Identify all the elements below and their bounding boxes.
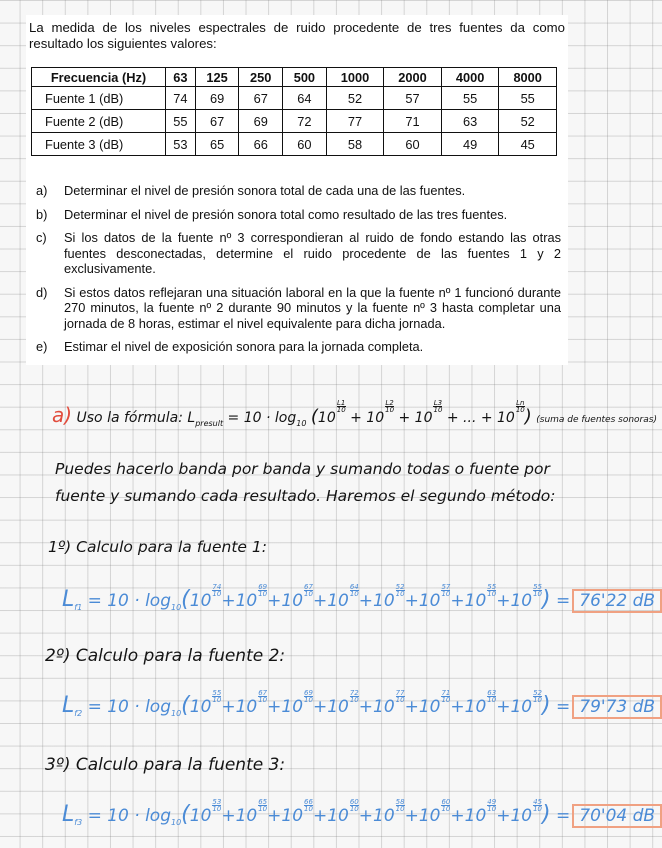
table-cell: 55 xyxy=(499,87,557,110)
question-text: Si estos datos reflejaran una situación laboral en la que la fuente nº 1 funcionó durante 270 minutos, la fuente nº 2 durante 90 minutos y la fuente nº 3 hasta completar una jornada de 8 horas, estimar el nivel equivalente para dicha jornada. xyxy=(64,284,561,331)
question-text: Determinar el nivel de presión sonora total como resultado de las tres fuentes. xyxy=(64,206,508,222)
result-box: 76'22 dB xyxy=(572,589,662,613)
formula-lhs-sub: presult xyxy=(195,419,224,428)
question-letter: b) xyxy=(36,206,48,222)
table-cell: 65 xyxy=(195,133,239,156)
question-text: Si los datos de la fuente nº 3 correspondieran al ruido de fondo estando las otras fuentes desconectadas, determine el ruido procedente de las fuentes 1 y 2 exclusivamente. xyxy=(64,230,561,276)
table-cell: 55 xyxy=(441,87,499,110)
table-row xyxy=(32,110,557,133)
row-label: Fuente 1 (dB) xyxy=(32,87,166,110)
formula-exponent: $\frac{L2}{10}$ xyxy=(385,399,395,414)
question-item xyxy=(36,207,561,223)
table-cell: 77 xyxy=(326,110,384,133)
question-list xyxy=(36,183,561,363)
question-text: Estimar el nivel de exposición sonora para la jornada completa. xyxy=(64,339,424,354)
row-label: Fuente 3 (dB) xyxy=(32,133,166,156)
table-cell: 58 xyxy=(326,133,384,156)
table-cell: 60 xyxy=(384,133,442,156)
question-item xyxy=(36,183,561,199)
question-item xyxy=(36,339,561,355)
freq-header: 2000 xyxy=(384,68,442,87)
freq-header: 125 xyxy=(195,68,239,87)
question-letter: e) xyxy=(36,339,48,354)
formula-note: (suma de fuentes sonoras) xyxy=(536,415,657,425)
table-cell: 74 xyxy=(166,87,196,110)
formula-lhs: L xyxy=(187,410,196,426)
formula-exponent: $\frac{L3}{10}$ xyxy=(433,399,443,414)
table-cell: 52 xyxy=(499,110,557,133)
table-cell: 60 xyxy=(283,133,327,156)
table-row xyxy=(32,87,557,110)
table-header-label: Frecuencia (Hz) xyxy=(32,68,166,87)
step-heading: 3º) Calculo para la fuente 3: xyxy=(45,755,286,775)
table-cell: 72 xyxy=(283,110,327,133)
freq-header: 8000 xyxy=(499,68,557,87)
result-box: 70'04 dB xyxy=(572,804,662,828)
table-header-row xyxy=(32,68,557,87)
question-letter: d) xyxy=(36,284,48,300)
problem-intro: La medida de los niveles espectrales de ruido procedente de tres fuentes da como resultado los siguientes valores: xyxy=(29,20,565,51)
freq-header: 63 xyxy=(166,68,196,87)
formula-exponent: $\frac{L1}{10}$ xyxy=(336,399,346,414)
part-label: a) xyxy=(52,403,73,427)
freq-header: 500 xyxy=(283,68,327,87)
formula-intro: Uso la fórmula: xyxy=(76,410,183,426)
freq-header: 1000 xyxy=(326,68,384,87)
result-box: 79'73 dB xyxy=(572,695,662,719)
freq-header: 4000 xyxy=(441,68,499,87)
table-cell: 63 xyxy=(441,110,499,133)
table-cell: 71 xyxy=(384,110,442,133)
step-heading: 2º) Calculo para la fuente 2: xyxy=(45,646,286,666)
table-cell: 49 xyxy=(441,133,499,156)
row-label: Fuente 2 (dB) xyxy=(32,110,166,133)
formula-ellipsis: + ... + xyxy=(446,410,493,426)
method-line-1: Puedes hacerlo banda por banda y sumando todas o fuente por xyxy=(55,460,550,478)
table-cell: 45 xyxy=(499,133,557,156)
table-row xyxy=(32,133,557,156)
table-cell: 57 xyxy=(384,87,442,110)
table-cell: 53 xyxy=(166,133,196,156)
table-cell: 69 xyxy=(195,87,239,110)
step-calculation: $L_{f3} = 10 \cdot \log_{10}(10$ $\frac{53}{10}$ +10 $\frac{65}{10}$ +10 $\frac{66}{10}$ +10 $\frac{60}{10}$ +10 $\frac{58}{10}$ +10 $\frac{60}{10}$ +10 $\frac{49}{10}$ +10 $\frac{45}{10}$ ) = 70'04 dB xyxy=(62,799,662,828)
formula-exponent: $\frac{Ln}{10}$ xyxy=(515,399,525,414)
formula-mid: = 10 · log xyxy=(227,410,297,426)
table-cell: 67 xyxy=(239,87,283,110)
table-cell: 52 xyxy=(326,87,384,110)
formula-line: a) Uso la fórmula: $L_{presult} = 10 \cdot \log_{10} (10$ $\frac{L1}{10}$ + 10 $\frac{L2}{10}$ + 10 $\frac{L3}{10}$ + ... + 10 $\frac{Ln}{10}$ ) (suma de fuentes sonoras) xyxy=(52,399,657,428)
frequency-table xyxy=(31,67,557,156)
table-cell: 69 xyxy=(239,110,283,133)
table-cell: 55 xyxy=(166,110,196,133)
step-calculation: $L_{f1} = 10 \cdot \log_{10}(10$ $\frac{74}{10}$ +10 $\frac{69}{10}$ +10 $\frac{67}{10}$ +10 $\frac{64}{10}$ +10 $\frac{52}{10}$ +10 $\frac{57}{10}$ +10 $\frac{55}{10}$ +10 $\frac{55}{10}$ ) = 76'22 dB xyxy=(62,584,662,613)
step-heading: 1º) Calculo para la fuente 1: xyxy=(48,538,267,556)
step-calculation: $L_{f2} = 10 \cdot \log_{10}(10$ $\frac{55}{10}$ +10 $\frac{67}{10}$ +10 $\frac{69}{10}$ +10 $\frac{72}{10}$ +10 $\frac{77}{10}$ +10 $\frac{71}{10}$ +10 $\frac{63}{10}$ +10 $\frac{52}{10}$ ) = 79'73 dB xyxy=(62,690,662,719)
table-cell: 67 xyxy=(195,110,239,133)
question-item xyxy=(36,230,561,277)
table-cell: 64 xyxy=(283,87,327,110)
question-letter: a) xyxy=(36,183,48,198)
method-line-2: fuente y sumando cada resultado. Haremos el segundo método: xyxy=(55,487,556,505)
question-letter: c) xyxy=(36,230,47,245)
freq-header: 250 xyxy=(239,68,283,87)
question-text: Determinar el nivel de presión sonora total de cada una de las fuentes. xyxy=(64,183,466,198)
table-cell: 66 xyxy=(239,133,283,156)
formula-log-base: 10 xyxy=(296,419,307,428)
question-item xyxy=(36,285,561,332)
